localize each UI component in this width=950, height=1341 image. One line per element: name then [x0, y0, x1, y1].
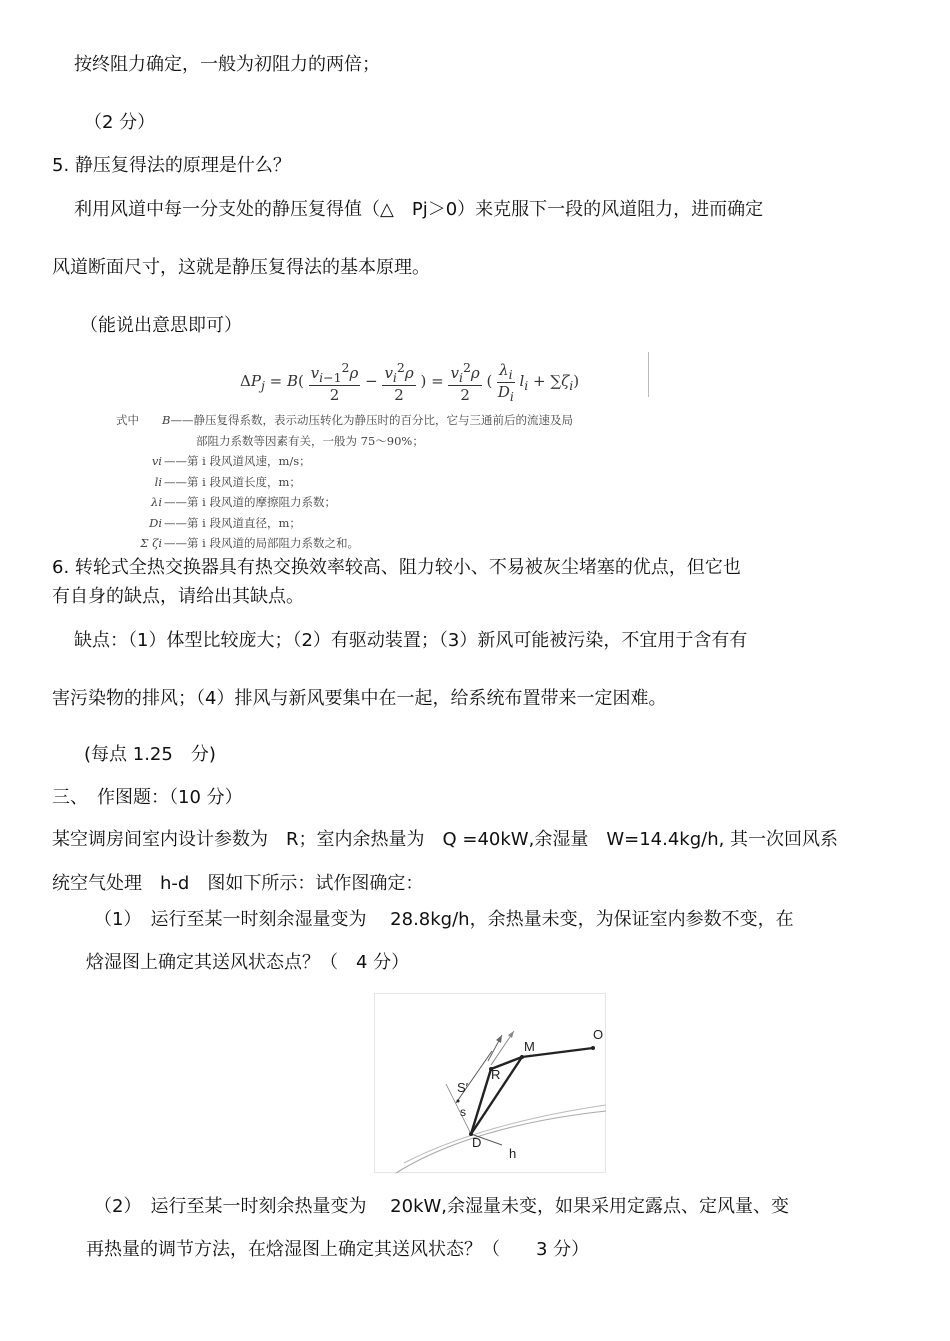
answer-5-line-1: 利用风道中每一分支处的静压复得值（△ Pj＞0）来克服下一段的风道阻力，进而确定 — [74, 199, 764, 220]
section-3-heading: 三、 作图题：（10 分） — [52, 787, 243, 808]
arrow-head — [496, 1035, 502, 1043]
subquestion-1-line-1: （1） 运行至某一时刻余湿量变为 28.8kg/h，余热量未变，为保证室内参数不变，在 — [94, 909, 794, 930]
label-m: M — [524, 1039, 535, 1054]
def-symbol: li — [154, 474, 162, 489]
formula-definitions — [116, 410, 573, 554]
def-text: 部阻力系数等因素有关，一般为 75～90%； — [196, 433, 424, 448]
saturation-curve — [396, 1111, 606, 1173]
formula-divider — [648, 352, 649, 397]
subquestion-2-line-1: （2） 运行至某一时刻余热量变为 20kW,余湿量未变，如果采用定露点、定风量、变 — [94, 1196, 790, 1217]
subquestion-2-line-2: 再热量的调节方法，在焓湿图上确定其送风状态？（ 3 分） — [86, 1239, 590, 1260]
def-symbol: Σ ζi — [140, 536, 162, 550]
def-symbol: λi — [151, 495, 162, 509]
score-note: （2 分） — [84, 112, 156, 133]
arrow-head — [508, 1031, 514, 1038]
question-5: 5. 静压复得法的原理是什么？ — [52, 155, 291, 176]
h-d-diagram — [374, 993, 608, 1175]
def-text: ——第 i 段风道长度，m； — [164, 474, 301, 489]
label-d: D — [472, 1135, 482, 1150]
static-pressure-formula: $\Delta P_j = B$( $\frac{v_{i-1}^2\rho}{2}$ − $\frac{v_i^2\rho}{2}$ ) = $\frac{v_i^2\rho}{2}$ ( $\frac{\lambda_i}{D_i}$ $l_i + \sum\zeta_i$) — [240, 360, 580, 404]
def-text: ——静压复得系数，表示动压转化为静压时的百分比，它与三通前后的流速及局 — [170, 413, 573, 427]
question-6-line-2: 有自身的缺点，请给出其缺点。 — [52, 586, 304, 607]
label-s: s — [460, 1105, 466, 1119]
label-h: h — [509, 1146, 517, 1161]
subquestion-1-line-2: 焓湿图上确定其送风状态点？（ 4 分） — [86, 952, 410, 973]
problem-line-1: 某空调房间室内设计参数为 R；室内余热量为 Q =40kW,余湿量 W=14.4kg/h, 其一次回风系 — [52, 829, 839, 850]
problem-line-2: 统空气处理 h-d 图如下所示：试作图确定： — [52, 873, 424, 894]
answer-6-line-1: 缺点：（1）体型比较庞大；（2）有驱动装置；（3）新风可能被污染，不宜用于含有有 — [74, 630, 748, 651]
line-d-r — [471, 1069, 491, 1134]
answer-5-line-2: 风道断面尺寸，这就是静压复得法的基本原理。 — [52, 257, 430, 278]
answer-6-line-2: 害污染物的排风；（4）排风与新风要集中在一起，给系统布置带来一定困难。 — [52, 688, 667, 709]
line-s-prime-r — [456, 1051, 492, 1103]
label-s-prime: S′ — [457, 1080, 469, 1095]
answer-6-note: (每点 1.25 分) — [84, 744, 216, 765]
def-symbol: B — [162, 413, 171, 427]
point-o — [591, 1046, 595, 1050]
def-text: ——第 i 段风道的摩擦阻力系数； — [164, 495, 336, 509]
question-6-line-1: 6. 转轮式全热交换器具有热交换效率较高、阻力较小、不易被灰尘堵塞的优点，但它也 — [52, 557, 741, 578]
diagram-frame — [375, 994, 606, 1173]
def-text: ——第 i 段风道直径，m； — [164, 515, 301, 530]
def-text: ——第 i 段风道的局部阻力系数之和。 — [164, 536, 359, 550]
text-line: 按终阻力确定，一般为初阻力的两倍； — [74, 54, 380, 75]
answer-5-note: （能说出意思即可） — [80, 315, 242, 336]
point-m — [520, 1055, 524, 1059]
def-text: ——第 i 段风道风速，m/s； — [164, 454, 311, 468]
label-r: R — [491, 1067, 501, 1082]
def-symbol: vi — [151, 454, 162, 468]
definitions-lead: 式中 — [116, 413, 139, 427]
saturation-curve — [404, 1105, 606, 1163]
point-s-prime — [457, 1100, 460, 1103]
def-symbol: Di — [149, 515, 162, 530]
label-o: O — [593, 1027, 604, 1042]
